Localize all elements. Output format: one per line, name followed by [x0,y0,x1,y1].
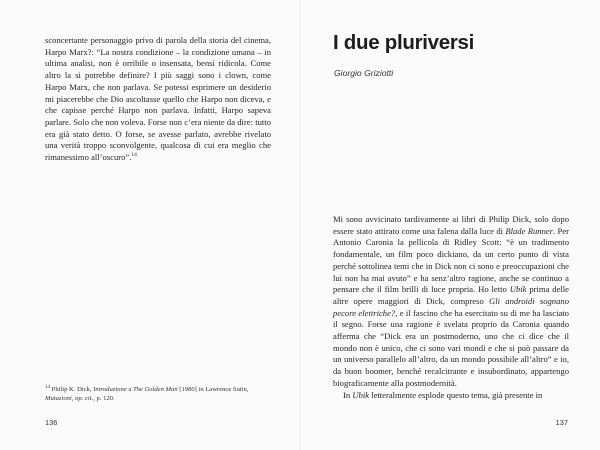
film-title: Blade Runner [505,225,554,236]
page-number-left: 136 [45,418,58,427]
left-page-body [45,35,271,164]
chapter-author: Giorgio Griziotti [334,68,394,78]
footnote-title: op. cit. [75,395,94,403]
footnote-title: The Golden Man [132,386,178,393]
right-page [300,0,600,450]
paragraph-text: In [343,389,353,400]
footnote-title: Mutazioni [45,395,72,403]
book-title: Gli androidi sognano pecore elettriche? [333,295,569,318]
footnote-reference[interactable]: 14 [131,152,137,159]
footnote-marker: 14 [45,384,50,390]
chapter-title: I due pluriversi [333,31,475,54]
paragraph-text: letteralmente esplode questo tema, già presente in [369,389,543,400]
paragraph-text: Mi sono avvicinato tardivamente ai libri di Philip Dick, solo dopo essere stato attirato come una falena dalla luce di [333,214,569,236]
footnote-title: Introduzione [93,386,127,393]
left-paragraph-text: sconcertante personaggio privo di parola della storia del cinema, Harpo Marx?: “La nostra condizione – la condizione umana – in ultima analisi, non è orribile o insensata, bensì ridicola. Come altro la si potrebbe definire? I più saggi sono i clown, come Harpo Marx, che non parlava. Se potessi esprimere un desiderio mi piacerebbe che Dio ascoltasse quello che Harpo non diceva, e che capisse perché Harpo non parlava. Infatti, Harpo sapeva parlare. Solo che non voleva. Forse non c’era niente da dire: tutto era già stato detto. O forse, se avesse parlato, avrebbe rivelato una verità troppo sconvolgente, qualcosa di cui era meglio che rimanessimo all’oscuro”. [45,35,271,163]
right-paragraph-2 [333,390,569,402]
book-title: Ubik [509,284,527,295]
right-paragraph-1 [333,214,569,390]
footnote-text: [1980] in Lawrence Sutin, [177,386,249,393]
paragraph-text: prima delle altre opere maggiori di Dick, compreso [333,284,570,306]
book-title: Ubik [352,389,370,400]
page-number-right: 137 [555,418,568,427]
paragraph-text: , e il fascino che ha esercitato su di me ha lasciato il segno. Forse una ragione è svelata proprio da Caronia quando afferma che “Dick era un postmoderno, uno che ci dice che il mondo non è unico, che ci sono vari mondi e che si può passare da un universo parallelo all’altro, da un mondo possibile all’altro” e io, da buon boomer, benché recalcitrante e insubordinato, appartengo biograficamente alla postmodernità. [333,307,569,388]
paragraph-text: . Per Antonio Caronia la pellicola di Ridley Scott: “è un tradimento fondamentale, un film poco dickiano, da un certo punto di vista perché sottolinea temi che in Dick non ci sono e preoccupazioni che lui non ha mai avuto” e ha senz’altro ragione, anche se continuo a pensare che il film brilli di luce propria. Ho letto [333,225,569,295]
footnote-text: Philip K. Dick, [51,386,94,393]
footnote-text: , p. 120. [93,395,115,403]
right-page-body [333,214,569,401]
footnote-text: a [126,386,133,393]
footnote [45,385,271,404]
footnote-text: , [71,395,76,403]
left-paragraph [45,35,271,164]
